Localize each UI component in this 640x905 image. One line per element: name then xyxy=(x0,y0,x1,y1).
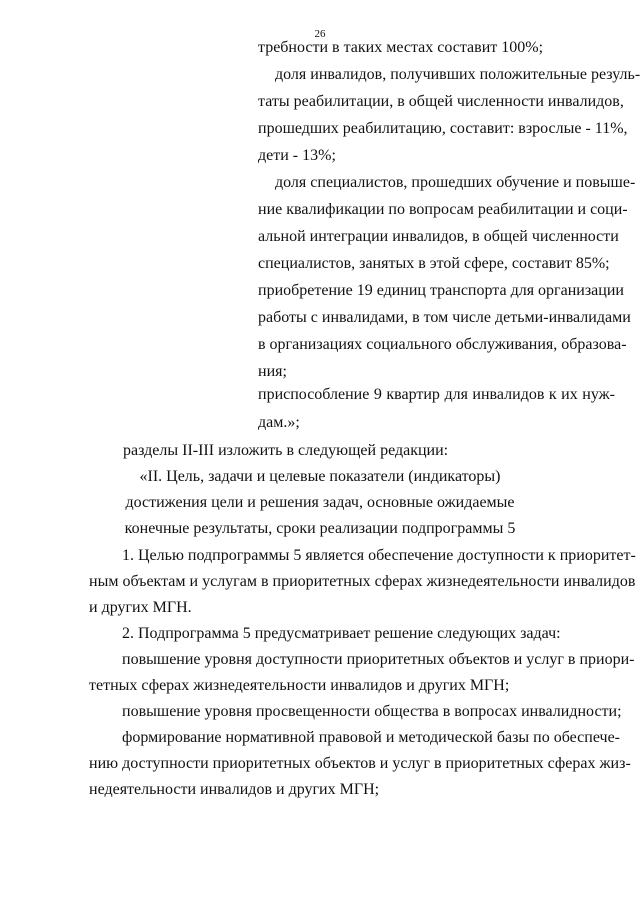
paragraph-line: повышение уровня доступности приоритетных объектов и услуг в приори- xyxy=(122,651,635,668)
section-heading-line: конечные результаты, сроки реализации подпрограммы 5 xyxy=(124,520,516,537)
paragraph-line: 2. Подпрограмма 5 предусматривает решение следующих задач: xyxy=(122,625,561,642)
text-line: в организациях социального обслуживания, образова- xyxy=(258,336,627,353)
paragraph-line: 1. Целью подпрограммы 5 является обеспечение доступности к приоритет- xyxy=(122,547,636,564)
paragraph-line: тетных сферах жизнедеятельности инвалидов и других МГН; xyxy=(89,677,510,694)
text-line: ние квалификации по вопросам реабилитации и соци- xyxy=(258,201,628,218)
section-heading-line: «II. Цель, задачи и целевые показатели (индикаторы) xyxy=(139,468,501,485)
text-line: работы с инвалидами, в том числе детьми-инвалидами xyxy=(258,309,631,326)
text-line: специалистов, занятых в этой сфере, составит 85%; xyxy=(258,255,610,272)
text-line: прошедших реабилитацию, составит: взрослые - 11%, xyxy=(258,120,628,137)
text-line: приобретение 19 единиц транспорта для организации xyxy=(258,282,624,299)
page-number: 26 xyxy=(314,28,326,40)
text-line: дам.»; xyxy=(258,414,300,431)
paragraph-line: и других МГН. xyxy=(89,599,192,616)
paragraph-line: нию доступности приоритетных объектов и услуг в приоритетных сферах жиз- xyxy=(89,755,631,772)
paragraph-line: повышение уровня просвещенности общества в вопросах инвалидности; xyxy=(122,703,622,720)
paragraph-line: ным объектам и услугам в приоритетных сферах жизнедеятельности инвалидов xyxy=(89,573,636,590)
paragraph-line: формирование нормативной правовой и методической базы по обеспече- xyxy=(122,729,620,746)
instruction-line: разделы II-III изложить в следующей редакции: xyxy=(123,442,449,459)
text-line: таты реабилитации, в общей численности инвалидов, xyxy=(258,93,624,110)
text-line: дети - 13%; xyxy=(258,147,336,164)
paragraph-line: недеятельности инвалидов и других МГН; xyxy=(89,781,380,798)
text-line: доля инвалидов, получивших положительные резуль- xyxy=(275,66,640,83)
text-line: доля специалистов, прошедших обучение и повыше- xyxy=(275,174,636,191)
text-line: ния; xyxy=(258,363,287,380)
text-line: требности в таких местах составит 100%; xyxy=(258,39,544,56)
text-line: альной интеграции инвалидов, в общей численности xyxy=(258,228,619,245)
section-heading-line: достижения цели и решения задач, основные ожидаемые xyxy=(125,494,515,511)
text-line: приспособление 9 квартир для инвалидов к их нуж- xyxy=(258,386,615,403)
